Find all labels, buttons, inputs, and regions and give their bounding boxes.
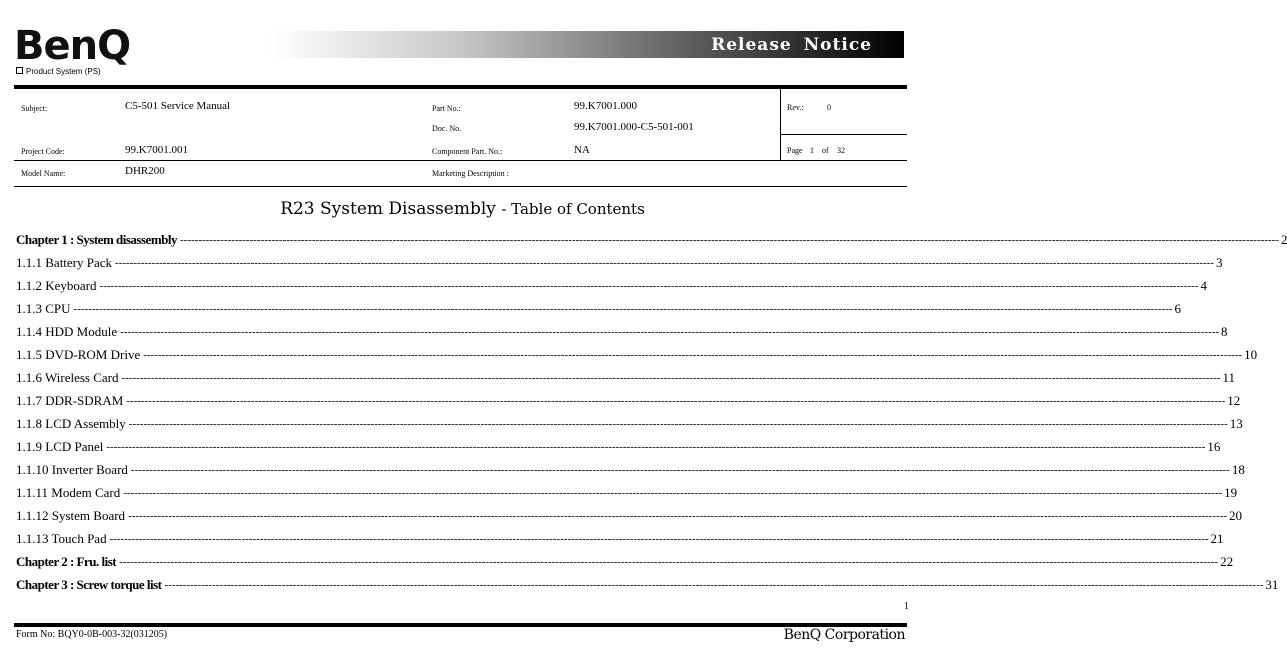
toc-entry-label: Chapter 3 : Screw torque list bbox=[16, 577, 162, 592]
toc-entry-page: 18 bbox=[1231, 462, 1245, 477]
component-part-value: NA bbox=[574, 144, 590, 156]
toc-leader: ------------------------------------------------------------------------------------------------------------------------------------------------------------------------------------------------------------------------------------------------------------------------------------------------------------ bbox=[126, 395, 1226, 407]
toc-entry-page: 13 bbox=[1229, 416, 1243, 431]
toc-entry[interactable] bbox=[16, 575, 1279, 598]
subject-label: Subject: bbox=[21, 104, 48, 113]
doc-no-label: Doc. No. bbox=[432, 124, 462, 133]
toc-entry-page: 8 bbox=[1221, 324, 1228, 339]
toc-leader: ------------------------------------------------------------------------------------------------------------------------------------------------------------------------------------------------------------------------------------------------------------------------------------------------------------ bbox=[73, 303, 1173, 315]
page-total: 32 bbox=[837, 146, 845, 155]
toc-leader: ------------------------------------------------------------------------------------------------------------------------------------------------------------------------------------------------------------------------------------------------------------------------------------------------------------ bbox=[143, 349, 1243, 361]
toc-entry-label: 1.1.2 Keyboard bbox=[16, 278, 97, 293]
rev-column-divider bbox=[780, 89, 781, 160]
toc-entry-label: 1.1.5 DVD-ROM Drive bbox=[16, 347, 141, 362]
toc-entry-label: 1.1.7 DDR-SDRAM bbox=[16, 393, 124, 408]
toc-entry[interactable] bbox=[16, 483, 1238, 506]
toc-leader: ------------------------------------------------------------------------------------------------------------------------------------------------------------------------------------------------------------------------------------------------------------------------------------------------------------ bbox=[99, 280, 1199, 292]
corporation-name: BenQ Corporation bbox=[783, 627, 905, 643]
toc-entry-label: 1.1.3 CPU bbox=[16, 301, 71, 316]
rev-page-divider bbox=[780, 134, 907, 135]
marketing-description-label: Marketing Description : bbox=[432, 169, 509, 178]
toc-entry-page: 19 bbox=[1224, 485, 1238, 500]
rev-label: Rev.: bbox=[787, 103, 804, 112]
toc-entry-page: 31 bbox=[1265, 577, 1279, 592]
document-title-main: R23 System Disassembly bbox=[280, 199, 496, 219]
part-no-value: 99.K7001.000 bbox=[574, 100, 637, 112]
toc-leader: ------------------------------------------------------------------------------------------------------------------------------------------------------------------------------------------------------------------------------------------------------------------------------------------------------------ bbox=[119, 556, 1219, 568]
toc-entry-page: 6 bbox=[1174, 301, 1181, 316]
toc-leader: ------------------------------------------------------------------------------------------------------------------------------------------------------------------------------------------------------------------------------------------------------------------------------------------------------------ bbox=[115, 257, 1214, 269]
document-title bbox=[0, 199, 925, 219]
toc-entry-label: 1.1.4 HDD Module bbox=[16, 324, 118, 339]
toc-entry-label: 1.1.1 Battery Pack bbox=[16, 255, 113, 270]
toc-entry[interactable] bbox=[16, 552, 1234, 575]
toc-entry[interactable] bbox=[16, 322, 1228, 345]
toc-entry-page: 12 bbox=[1227, 393, 1241, 408]
toc-entry-page: 4 bbox=[1200, 278, 1207, 293]
footer-rule bbox=[14, 623, 907, 627]
toc-entry[interactable] bbox=[16, 276, 1207, 299]
toc-entry[interactable] bbox=[16, 529, 1224, 552]
project-code-value: 99.K7001.001 bbox=[125, 144, 188, 156]
toc-entry-label: 1.1.8 LCD Assembly bbox=[16, 416, 126, 431]
toc-entry[interactable] bbox=[16, 391, 1241, 414]
toc-entry[interactable] bbox=[16, 506, 1242, 529]
toc-entry-page: 16 bbox=[1207, 439, 1221, 454]
info-row-divider bbox=[14, 160, 907, 161]
toc-entry-label: 1.1.11 Modem Card bbox=[16, 485, 121, 500]
model-name-label: Model Name: bbox=[21, 169, 66, 178]
toc-leader: ------------------------------------------------------------------------------------------------------------------------------------------------------------------------------------------------------------------------------------------------------------------------------------------------------------ bbox=[180, 234, 1279, 246]
toc-entry-label: 1.1.13 Touch Pad bbox=[16, 531, 107, 546]
toc-leader: ------------------------------------------------------------------------------------------------------------------------------------------------------------------------------------------------------------------------------------------------------------------------------------------------------------ bbox=[123, 487, 1223, 499]
release-notice-banner bbox=[268, 31, 904, 58]
toc-entry[interactable] bbox=[16, 414, 1243, 437]
toc-entry-label: Chapter 1 : System disassembly bbox=[16, 232, 177, 247]
doc-no-value: 99.K7001.000-C5-501-001 bbox=[574, 121, 694, 133]
toc-entry-page: 11 bbox=[1222, 370, 1235, 385]
toc-leader: ------------------------------------------------------------------------------------------------------------------------------------------------------------------------------------------------------------------------------------------------------------------------------------------------------------ bbox=[128, 510, 1227, 522]
toc-leader: ------------------------------------------------------------------------------------------------------------------------------------------------------------------------------------------------------------------------------------------------------------------------------------------------------------ bbox=[121, 372, 1221, 384]
part-no-label: Part No.: bbox=[432, 104, 461, 113]
toc-entry[interactable] bbox=[16, 345, 1258, 368]
toc-entry[interactable] bbox=[16, 299, 1181, 322]
info-bottom-rule bbox=[14, 186, 907, 187]
form-number: Form No: BQY0-0B-003-32(031205) bbox=[16, 629, 168, 640]
banner-title: Release Notice bbox=[711, 35, 872, 55]
toc-entry-page: 20 bbox=[1229, 508, 1242, 523]
toc-entry[interactable] bbox=[16, 230, 1287, 253]
toc-leader: ------------------------------------------------------------------------------------------------------------------------------------------------------------------------------------------------------------------------------------------------------------------------------------------------------------ bbox=[109, 533, 1209, 545]
toc-entry-label: 1.1.10 Inverter Board bbox=[16, 462, 128, 477]
toc-leader: ------------------------------------------------------------------------------------------------------------------------------------------------------------------------------------------------------------------------------------------------------------------------------------------------------------ bbox=[130, 464, 1230, 476]
toc-entry-page: 22 bbox=[1220, 554, 1234, 569]
checkbox-icon bbox=[16, 67, 23, 74]
toc-entry-page: 2 bbox=[1280, 232, 1287, 247]
toc-entry[interactable] bbox=[16, 368, 1235, 391]
product-system-line bbox=[16, 67, 101, 76]
toc-entry-page: 10 bbox=[1244, 347, 1258, 362]
toc-entry[interactable] bbox=[16, 460, 1245, 483]
subject-value: C5-501 Service Manual bbox=[125, 100, 231, 112]
toc-entry-label: 1.1.9 LCD Panel bbox=[16, 439, 104, 454]
page-current: 1 bbox=[810, 146, 814, 155]
model-name-value: DHR200 bbox=[125, 165, 165, 177]
header-rule bbox=[14, 85, 907, 89]
toc-entry[interactable] bbox=[16, 437, 1221, 460]
toc-leader: ------------------------------------------------------------------------------------------------------------------------------------------------------------------------------------------------------------------------------------------------------------------------------------------------------------ bbox=[128, 418, 1228, 430]
toc-entry-page: 3 bbox=[1215, 255, 1223, 270]
toc-leader: ------------------------------------------------------------------------------------------------------------------------------------------------------------------------------------------------------------------------------------------------------------------------------------------------------------ bbox=[120, 326, 1220, 338]
project-code-label: Project Code: bbox=[21, 147, 65, 156]
benq-logo: BenQ bbox=[14, 23, 131, 69]
product-system-label: Product System (PS) bbox=[26, 67, 101, 76]
table-of-contents bbox=[16, 230, 1287, 598]
toc-entry[interactable] bbox=[16, 253, 1223, 276]
toc-entry-page: 21 bbox=[1210, 531, 1224, 546]
rev-value: 0 bbox=[827, 103, 831, 112]
toc-leader: ------------------------------------------------------------------------------------------------------------------------------------------------------------------------------------------------------------------------------------------------------------------------------------------------------------ bbox=[164, 579, 1264, 591]
page-label: Page bbox=[787, 146, 803, 155]
page-of: of bbox=[822, 146, 829, 155]
document-title-sub: - Table of Contents bbox=[501, 200, 645, 218]
toc-leader: ------------------------------------------------------------------------------------------------------------------------------------------------------------------------------------------------------------------------------------------------------------------------------------------------------------ bbox=[106, 441, 1206, 453]
page-number: 1 bbox=[904, 601, 909, 612]
component-part-label: Component Part. No.: bbox=[432, 147, 503, 156]
toc-entry-label: 1.1.6 Wireless Card bbox=[16, 370, 119, 385]
toc-entry-label: 1.1.12 System Board bbox=[16, 508, 126, 523]
toc-entry-label: Chapter 2 : Fru. list bbox=[16, 554, 117, 569]
